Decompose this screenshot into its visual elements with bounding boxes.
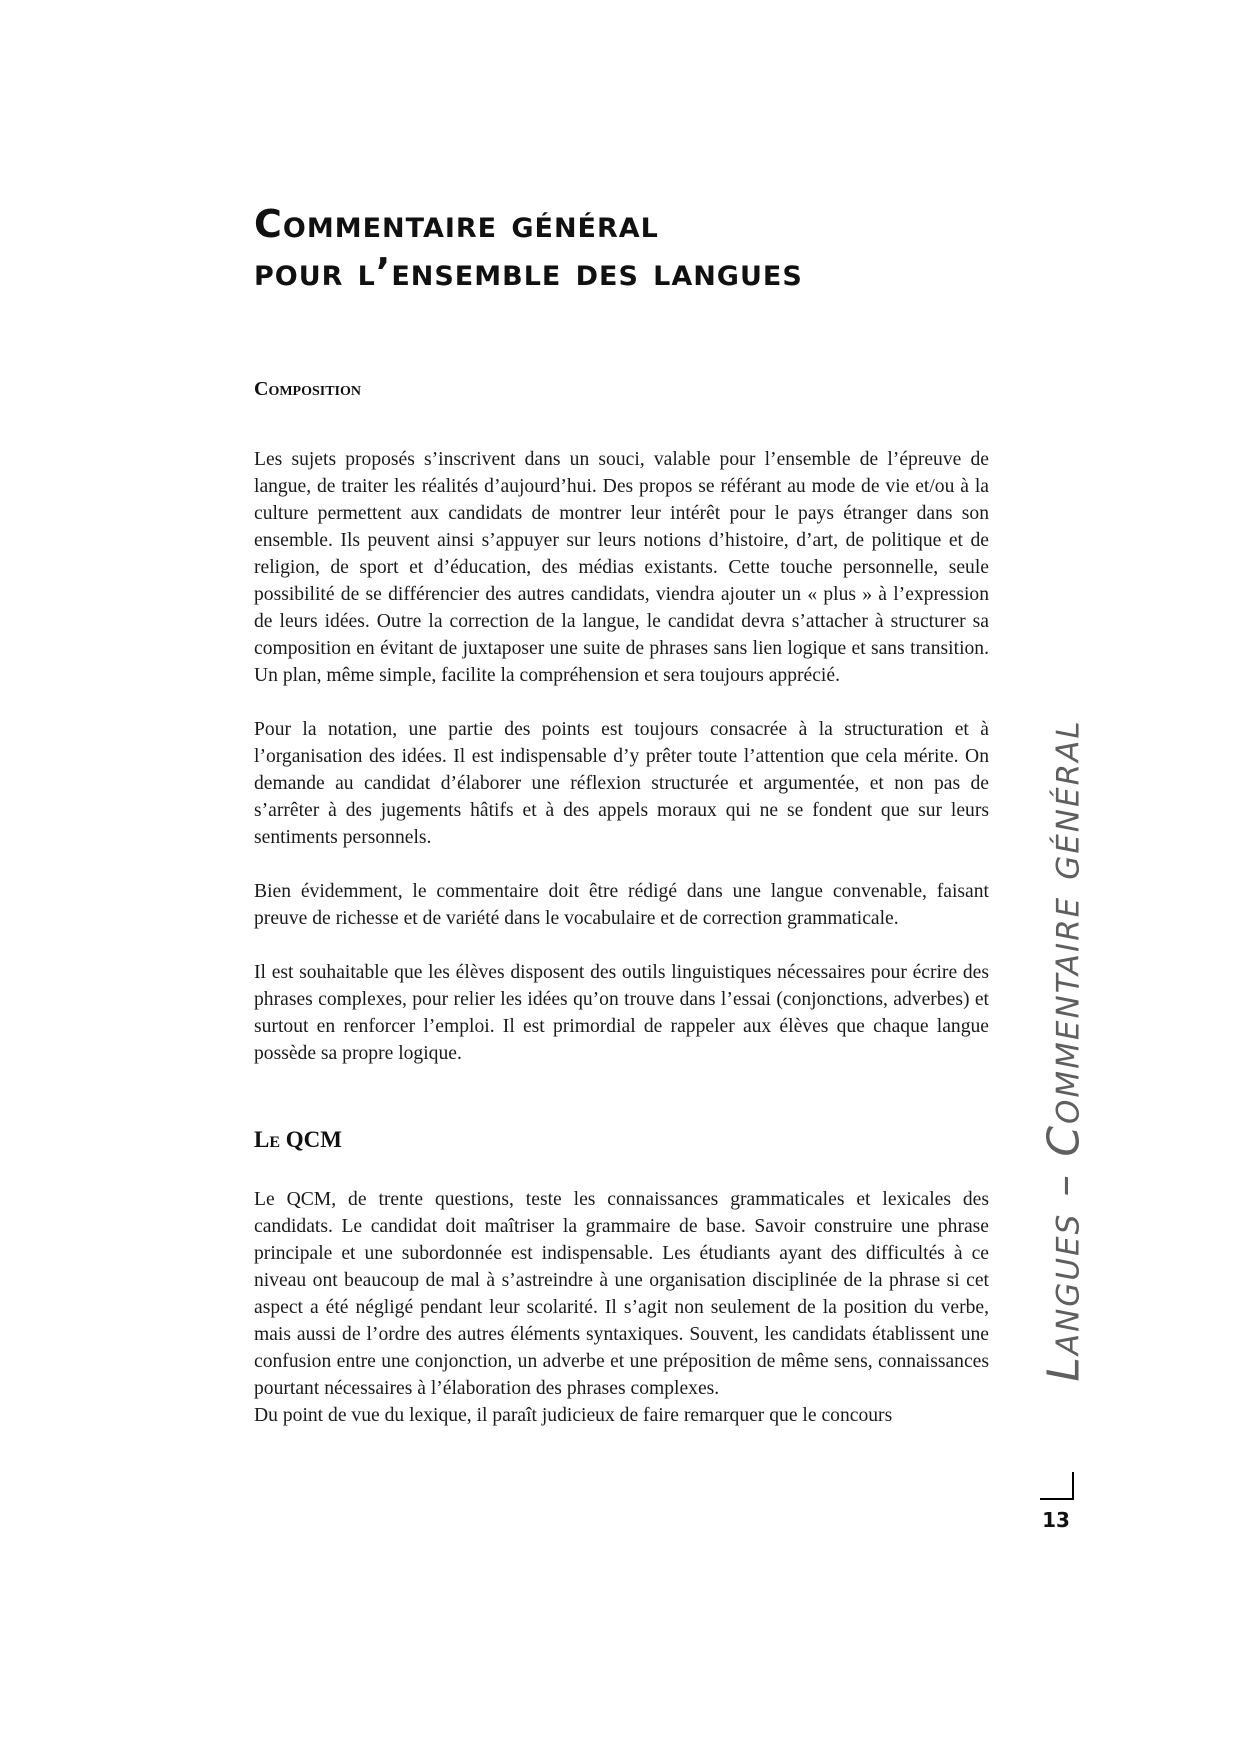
side-tab-label: Langues – Commentaire général: [1038, 718, 1090, 1382]
qcm-heading: Le QCM: [254, 1127, 342, 1152]
composition-paragraph-2: Pour la notation, une partie des points est toujours consacrée à la structuration et à l’organisation des idées. Il est indispensable d’y prêter toute l’attention que cela mérite. On demande au candidat d’élaborer une réflexion structurée et argumentée, et non pas de s’arrêter à des jugements hâtifs et à des appels moraux qui ne se fondent que sur leurs sentiments personnels.: [254, 719, 989, 848]
page-title: [254, 200, 1014, 296]
folio-rule-vertical: [1072, 1472, 1074, 1500]
composition-paragraph-3: Bien évidemment, le commentaire doit être rédigé dans une langue convenable, faisant preuve de richesse et de variété dans le vocabulaire et de correction grammaticale.: [254, 881, 989, 929]
composition-paragraph-4: Il est souhaitable que les élèves disposent des outils linguistiques nécessaires pour écrire des phrases complexes, pour relier les idées qu’on trouve dans l’essai (conjonctions, adverbes) et surtout en renforcer l’emploi. Il est primordial de rappeler aux élèves que chaque langue possède sa propre logique.: [254, 962, 989, 1064]
page-number: 13: [1042, 1508, 1070, 1532]
composition-section: [254, 376, 989, 1067]
composition-paragraph-1: Les sujets proposés s’inscrivent dans un souci, valable pour l’ensemble de l’épreuve de langue, de traiter les réalités d’aujourd’hui. Des propos se référant au mode de vie et/ou à la culture permettent aux candidats de montrer leur intérêt pour le pays étranger dans son ensemble. Ils peuvent ainsi s’appuyer sur leurs notions d’histoire, d’art, de politique et de religion, de sport et d’éducation, des médias existants. Cette touche personnelle, seule possibilité de se différencier des autres candidats, viendra ajouter un « plus » à l’expression de leurs idées. Outre la correction de la langue, le candidat devra s’attacher à structurer sa composition en évitant de juxtaposer une suite de phrases sans lien logique et sans transition. Un plan, même simple, facilite la compréhension et sera toujours apprécié.: [254, 449, 989, 686]
page-title-line-1: Commentaire général: [254, 202, 659, 246]
qcm-paragraph-1: Le QCM, de trente questions, teste les connaissances grammaticales et lexicales des candidats. Le candidat doit maîtriser la grammaire de base. Savoir construire une phrase principale et une subordonnée est indispensable. Les étudiants ayant des difficultés à ce niveau ont beaucoup de mal à s’astreindre à une organisation disciplinée de la phrase si cet aspect a été négligé pendant leur scolarité. Il s’agit non seulement de la position du verbe, mais aussi de l’ordre des autres éléments syntaxiques. Souvent, les candidats établissent une confusion entre une conjonction, un adverbe et une préposition de même sens, connaissances pourtant nécessaires à l’élaboration des phrases complexes.: [254, 1189, 989, 1399]
qcm-paragraph-2: Du point de vue du lexique, il paraît judicieux de faire remarquer que le concours: [254, 1405, 893, 1426]
composition-heading: Composition: [254, 378, 362, 400]
page-title-line-2: pour l’ensemble des langues: [254, 250, 803, 294]
qcm-section: [254, 1126, 989, 1429]
side-tab: [1028, 690, 1100, 1410]
folio-rule-horizontal: [1040, 1498, 1074, 1500]
